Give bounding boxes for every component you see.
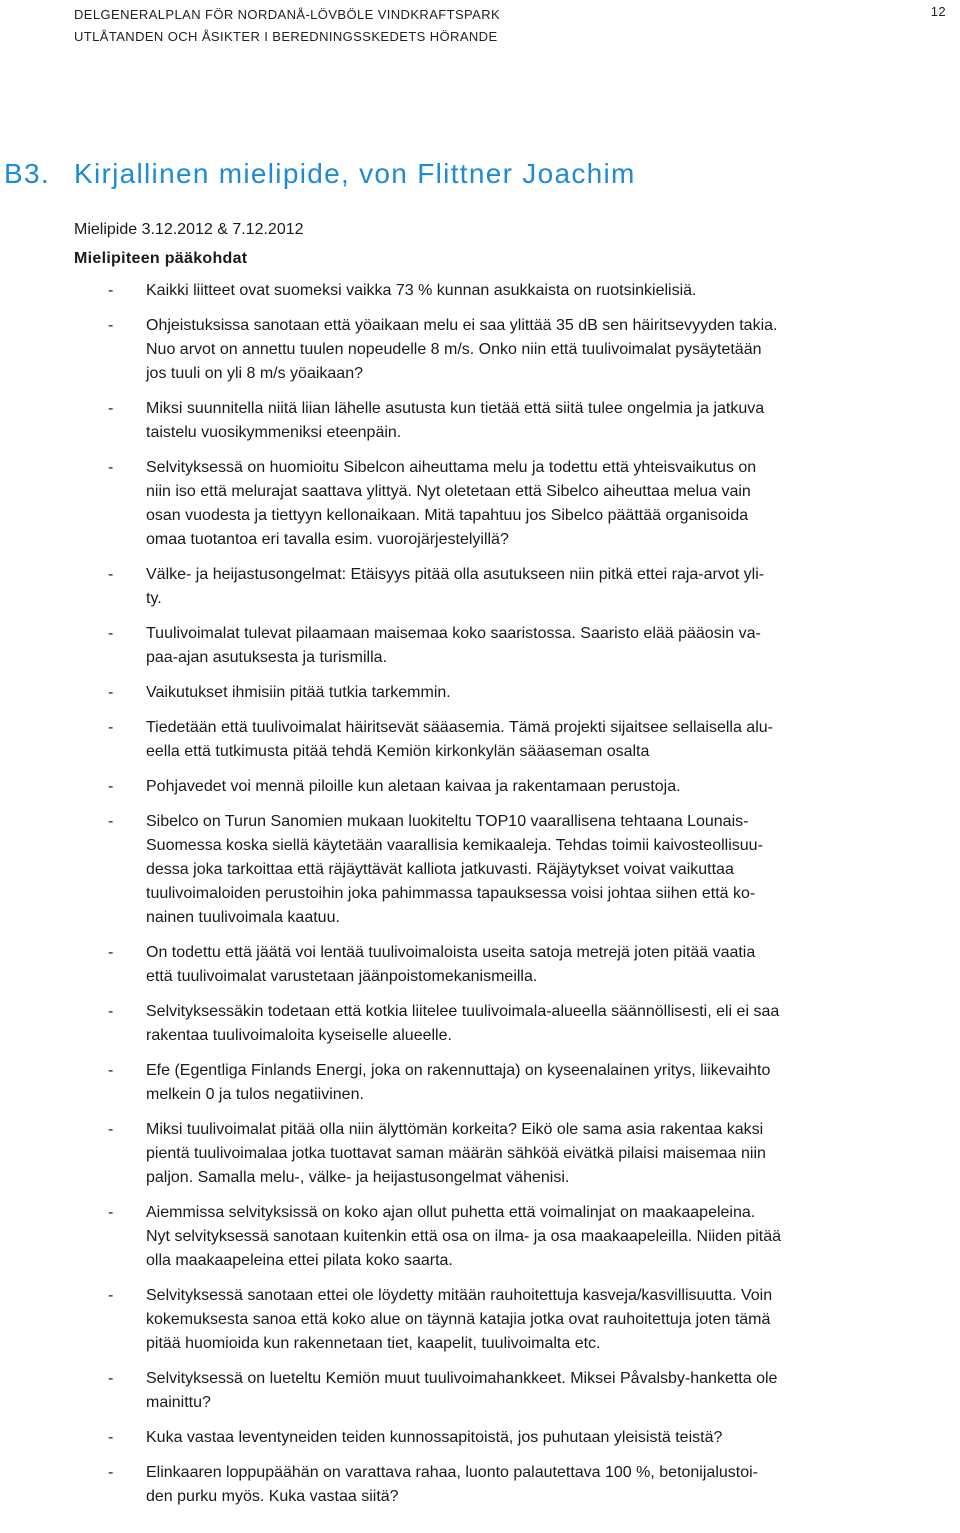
dash-marker: - xyxy=(108,317,114,334)
list-item xyxy=(74,456,954,552)
list-item-text: Välke- ja heijastusongelmat: Etäisyys pitää olla asutukseen niin pitkä ettei raja-arvot yli- ty. xyxy=(146,566,765,607)
list-item-text: Selvityksessä sanotaan ettei ole löydetty mitään rauhoitettuja kasveja/kasvillisuutta. Voin kokemuksesta sanoa että koko alue on täynnä katajia jotka ovat rauhoitettuja joten tämä pitää huomioida kun rakennetaan tiet, kaapelit, tuulivoimalta etc. xyxy=(146,1287,773,1352)
list-item-text: Miksi tuulivoimalat pitää olla niin älyttömän korkeita? Eikö ole sama asia rakentaa kaksi pientä tuulivoimalaa jotka tuottavat saman määrän sähköä eivätkä pilaisi maisemaa niin paljon. Samalla melu-, välke- ja heijastusongelmat vähenisi. xyxy=(146,1121,766,1186)
section-title-text: Kirjallinen mielipide, von Flittner Joachim xyxy=(74,158,636,189)
header-line-1: DELGENERALPLAN FÖR NORDANÅ-LÖVBÖLE VINDKRAFTSPARK xyxy=(74,7,501,22)
dash-marker: - xyxy=(108,459,114,476)
opinion-list xyxy=(74,279,954,1509)
dash-marker: - xyxy=(108,684,114,701)
list-item xyxy=(74,1118,954,1190)
list-item-text: Elinkaaren loppupäähän on varattava rahaa, luonto palautettava 100 %, betonijalustoi- den purku myös. Kuka vastaa siitä? xyxy=(146,1464,758,1505)
date-line: Mielipide 3.12.2012 & 7.12.2012 xyxy=(74,221,304,238)
dash-marker: - xyxy=(108,719,114,736)
section-title xyxy=(4,158,636,190)
header-line-2: UTLÅTANDEN OCH ÅSIKTER I BEREDNINGSSKEDETS HÖRANDE xyxy=(74,29,498,44)
list-item xyxy=(74,775,954,799)
list-item-text: Kuka vastaa leventyneiden teiden kunnossapitoistä, jos puhutaan yleisistä teistä? xyxy=(146,1429,723,1446)
list-item xyxy=(74,1367,954,1415)
dash-marker: - xyxy=(108,1429,114,1446)
list-item-text: On todettu että jäätä voi lentää tuulivoimaloista useita satoja metrejä joten pitää vaatia että tuulivoimalat varustetaan jäänpoistomekanismeilla. xyxy=(146,944,756,985)
list-item xyxy=(74,563,954,611)
list-item-text: Selvityksessä on huomioitu Sibelcon aiheuttama melu ja todettu että yhteisvaikutus on niin iso että melurajat saattava ylittyä. Nyt oletetaan että Sibelco aiheuttaa melua vain osan vuodesta ja tiettyyn kellonaikaan. Mitä tapahtuu jos Sibelco päättää organisoida omaa tuotantoa eri tavalla esim. vuorojärjestelyillä? xyxy=(146,459,757,548)
dash-marker: - xyxy=(108,400,114,417)
dash-marker: - xyxy=(108,625,114,642)
list-item-text: Sibelco on Turun Sanomien mukaan luokiteltu TOP10 vaarallisena tehtaana Lounais- Suomessa koska siellä käytetään vaarallisia kemikaaleja. Tehdas toimii kaivosteollisuu- dessa joka tarkoittaa että räjäyttävät kalliota jatkuvasti. Räjäytykset voivat vaikuttaa tuulivoimaloiden perustoihin joka pahimmassa tapauksessa voisi johtaa siihen että ko- nainen tuulivoimala kaatuu. xyxy=(146,813,763,926)
list-item xyxy=(74,397,954,445)
list-item xyxy=(74,1000,954,1048)
list-item xyxy=(74,1461,954,1509)
list-item-text: Selvityksessäkin todetaan että kotkia liitelee tuulivoimala-alueella säännöllisesti, eli ei saa rakentaa tuulivoimaloita kyseiselle alueelle. xyxy=(146,1003,780,1044)
list-item xyxy=(74,810,954,930)
page-number: 12 xyxy=(930,4,946,19)
list-item xyxy=(74,1059,954,1107)
dash-marker: - xyxy=(108,1204,114,1221)
dash-marker: - xyxy=(108,1464,114,1481)
document-body xyxy=(74,218,954,1520)
list-item-text: Tuulivoimalat tulevat pilaamaan maisemaa koko saaristossa. Saaristo elää pääosin va- paa-ajan asutuksesta ja turismilla. xyxy=(146,625,761,666)
dash-marker: - xyxy=(108,944,114,961)
dash-marker: - xyxy=(108,813,114,830)
list-item-text: Aiemmissa selvityksissä on koko ajan ollut puhetta että voimalinjat on maakaapeleina. Nyt selvityksessä sanotaan kuitenkin että osa on ilma- ja osa maakaapeleilla. Niiden pitää olla maakaapeleina ettei pilata koko saarta. xyxy=(146,1204,782,1269)
page-header xyxy=(74,4,954,48)
list-item-text: Vaikutukset ihmisiin pitää tutkia tarkemmin. xyxy=(146,684,451,701)
list-item xyxy=(74,1201,954,1273)
list-item xyxy=(74,1284,954,1356)
list-item xyxy=(74,1426,954,1450)
list-item-text: Selvityksessä on lueteltu Kemiön muut tuulivoimahankkeet. Miksei Påvalsby-hanketta ole mainittu? xyxy=(146,1370,778,1411)
dash-marker: - xyxy=(108,1121,114,1138)
dash-marker: - xyxy=(108,1287,114,1304)
dash-marker: - xyxy=(108,1062,114,1079)
list-item-text: Kaikki liitteet ovat suomeksi vaikka 73 % kunnan asukkaista on ruotsinkielisiä. xyxy=(146,282,697,299)
dash-marker: - xyxy=(108,1003,114,1020)
list-item xyxy=(74,314,954,386)
dash-marker: - xyxy=(108,566,114,583)
subheading: Mielipiteen pääkohdat xyxy=(74,250,248,267)
dash-marker: - xyxy=(108,1370,114,1387)
list-item-text: Ohjeistuksissa sanotaan että yöaikaan melu ei saa ylittää 35 dB sen häiritsevyyden takia. Nuo arvot on annettu tuulen nopeudelle 8 m/s. Onko niin että tuulivoimalat pysäytetään jos tuuli on yli 8 m/s yöaikaan? xyxy=(146,317,778,382)
dash-marker: - xyxy=(108,778,114,795)
list-item-text: Tiedetään että tuulivoimalat häiritsevät sääasemia. Tämä projekti sijaitsee sellaisella alu- eella että tutkimusta pitää tehdä Kemiön kirkonkylän sääaseman osalta xyxy=(146,719,773,760)
list-item xyxy=(74,279,954,303)
list-item-text: Pohjavedet voi mennä piloille kun aletaan kaivaa ja rakentamaan perustoja. xyxy=(146,778,681,795)
section-number: B3. xyxy=(4,158,50,189)
list-item-text: Efe (Egentliga Finlands Energi, joka on rakennuttaja) on kyseenalainen yritys, liikevaihto melkein 0 ja tulos negatiivinen. xyxy=(146,1062,771,1103)
list-item xyxy=(74,681,954,705)
dash-marker: - xyxy=(108,282,114,299)
list-item xyxy=(74,716,954,764)
list-item xyxy=(74,941,954,989)
list-item xyxy=(74,622,954,670)
list-item-text: Miksi suunnitella niitä liian lähelle asutusta kun tietää että siitä tulee ongelmia ja jatkuva taistelu vuosikymmeniksi eteenpäin. xyxy=(146,400,765,441)
